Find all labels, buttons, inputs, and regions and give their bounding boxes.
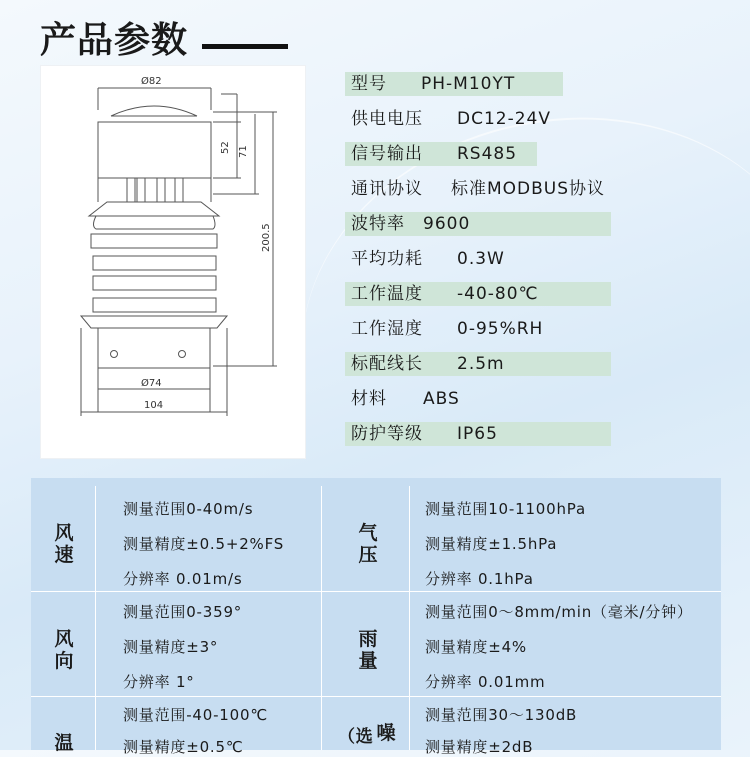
spec-value: 0.3W: [457, 249, 505, 269]
spec-row-ip: [345, 422, 611, 446]
spec-row-model: [345, 72, 563, 96]
pressure-accuracy: 测量精度±1.5hPa: [425, 535, 558, 553]
row-divider: [31, 591, 721, 592]
column-divider: [95, 486, 96, 750]
row-divider: [31, 696, 721, 697]
column-divider: [321, 486, 322, 750]
dim-width: 104: [144, 400, 164, 411]
spec-label: 材料: [351, 389, 387, 409]
spec-row-power: [345, 247, 505, 271]
spec-value: PH-M10YT: [421, 74, 516, 94]
spec-row-voltage: [345, 107, 551, 131]
wind-direction-accuracy: 测量精度±3°: [123, 638, 219, 656]
spec-value: 标准MODBUS协议: [451, 179, 606, 199]
page-title: 产品参数: [40, 19, 189, 61]
noise-range: 测量范围30～130dB: [425, 706, 578, 724]
temperature-range: 测量范围-40-100℃: [123, 706, 268, 724]
pressure-range: 测量范围10-1100hPa: [425, 500, 586, 518]
column-divider: [409, 486, 410, 750]
spec-label: 型号: [351, 74, 387, 94]
wind-speed-range: 测量范围0-40m/s: [123, 500, 254, 518]
spec-label: 通讯协议: [351, 179, 423, 199]
spec-row-material: [345, 387, 460, 411]
spec-row-humidity: [345, 317, 543, 341]
temperature-accuracy: 测量精度±0.5℃: [123, 738, 244, 756]
spec-label: 平均功耗: [351, 249, 423, 269]
spec-value: IP65: [457, 424, 498, 444]
drawing-svg: [41, 66, 305, 458]
rainfall-range: 测量范围0～8mm/min（毫米/分钟）: [425, 603, 693, 621]
dim-base-diameter: Ø74: [141, 378, 162, 389]
spec-value: 2.5m: [457, 354, 505, 374]
wind-direction-range: 测量范围0-359°: [123, 603, 243, 621]
measurement-table: [31, 478, 721, 756]
wind-speed-resolution: 分辨率 0.01m/s: [123, 570, 243, 588]
spec-row-protocol: [345, 177, 605, 201]
optional-label: （选: [338, 727, 374, 747]
spec-label: 波特率: [351, 214, 405, 234]
wind-speed-accuracy: 测量精度±0.5+2%FS: [123, 535, 285, 553]
spec-label: 工作温度: [351, 284, 423, 304]
spec-label: 工作湿度: [351, 319, 423, 339]
spec-label: 供电电压: [351, 109, 423, 129]
noise-accuracy: 测量精度±2dB: [425, 738, 534, 756]
category-noise: 噪: [376, 722, 396, 744]
spec-value: -40-80℃: [457, 284, 539, 304]
spec-value: ABS: [423, 389, 460, 409]
category-wind-direction: 风向: [54, 628, 74, 672]
spec-label: 信号输出: [351, 144, 423, 164]
spec-row-signal: [345, 142, 537, 166]
spec-row-baud: [345, 212, 611, 236]
spec-label: 防护等级: [351, 424, 423, 444]
spec-row-cable: [345, 352, 611, 376]
spec-label: 标配线长: [351, 354, 423, 374]
spec-value: 0-95%RH: [457, 319, 544, 339]
pressure-resolution: 分辨率 0.1hPa: [425, 570, 534, 588]
category-rainfall: 雨量: [358, 628, 378, 672]
dim-height: 200.5: [261, 223, 272, 252]
dim-71: 71: [238, 145, 249, 158]
dimension-drawing: [41, 66, 305, 458]
category-temperature: 温: [54, 732, 74, 754]
spec-value: DC12-24V: [457, 109, 551, 129]
wind-direction-resolution: 分辨率 1°: [123, 673, 195, 691]
category-pressure: 气压: [358, 522, 378, 566]
rainfall-accuracy: 测量精度±4%: [425, 638, 527, 656]
category-wind-speed: 风速: [54, 522, 74, 566]
spec-row-temp: [345, 282, 611, 306]
spec-value: 9600: [423, 214, 471, 234]
rainfall-resolution: 分辨率 0.01mm: [425, 673, 546, 691]
spec-value: RS485: [457, 144, 518, 164]
dim-52: 52: [220, 141, 231, 154]
dim-top-diameter: Ø82: [141, 76, 162, 87]
title-underline: [202, 44, 288, 49]
